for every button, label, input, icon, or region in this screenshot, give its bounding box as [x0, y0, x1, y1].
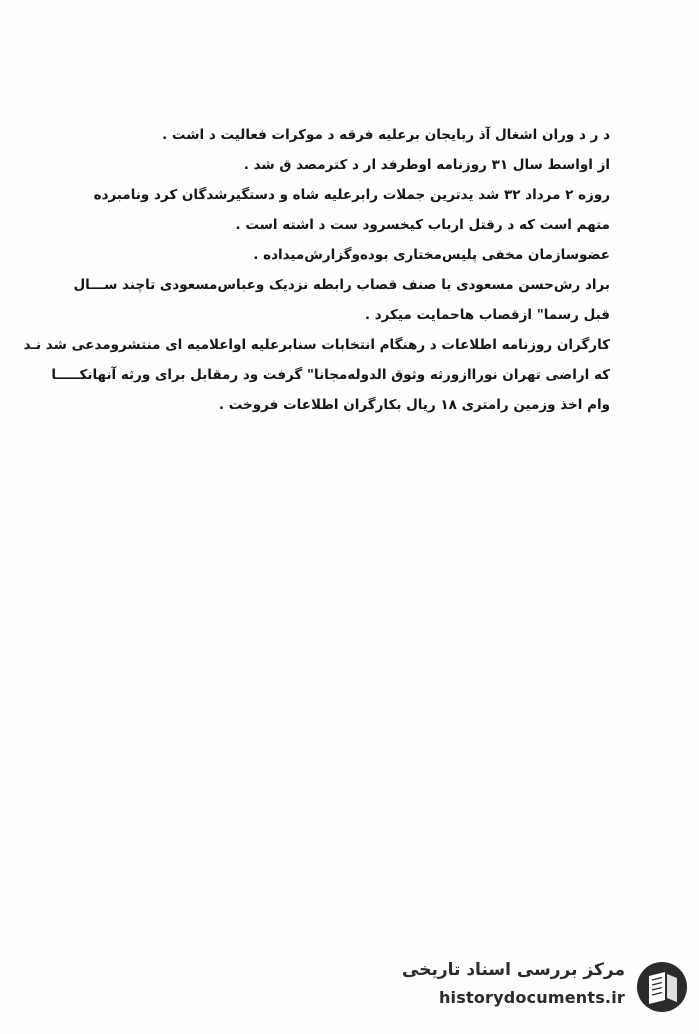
text-line: از اواسط سال ۳۱ روزنامه اوطرفد ار د کترمصد ق شد .: [243, 157, 610, 173]
text-line: که اراضی تهران نوراازورثه وثوق الدوله‌مجانا" گرفت ود رمقابل برای ورثه آنهانکـــــا: [51, 367, 610, 383]
watermark-title: مرکز بررسی اسناد تاریخی: [402, 960, 625, 980]
text-line: متهم است که د رقتل ارباب کیخسرود ست د اشته است .: [235, 217, 610, 233]
archive-center-logo-icon: [635, 960, 689, 1014]
text-line: کارگران روزنامه اطلاعات د رهنگام انتخابات سنابرعلیه اواعلامیه ای منتشرومدعی شد نـد: [23, 337, 610, 353]
watermark-logo: [399, 952, 689, 1022]
text-line: وام اخذ وزمین رامتری ۱۸ ریال بکارگران اطلاعات فروخت .: [218, 397, 610, 413]
text-line: عضوسازمان مخفی پلیس‌مختاری بوده‌وگزارش‌میداده .: [253, 247, 610, 263]
watermark-url: historydocuments.ir: [438, 988, 625, 1007]
document-body: [23, 120, 610, 420]
text-line: روزه ۲ مرداد ۳۲ شد یدترین جملات رابرعلیه شاه و دستگیرشدگان کرد ونامبرده: [93, 187, 610, 203]
text-line: قبل رسما" ازقصاب هاحمایت میکرد .: [364, 307, 610, 323]
text-line: د ر د وران اشغال آذ ربایجان برعلیه فرقه د موکرات فعالیت د اشت .: [162, 127, 610, 143]
text-line: براد رش‌حسن مسعودی با صنف قصاب رابطه نزدیک وعباس‌مسعودی تاچند ســـال: [73, 277, 610, 293]
